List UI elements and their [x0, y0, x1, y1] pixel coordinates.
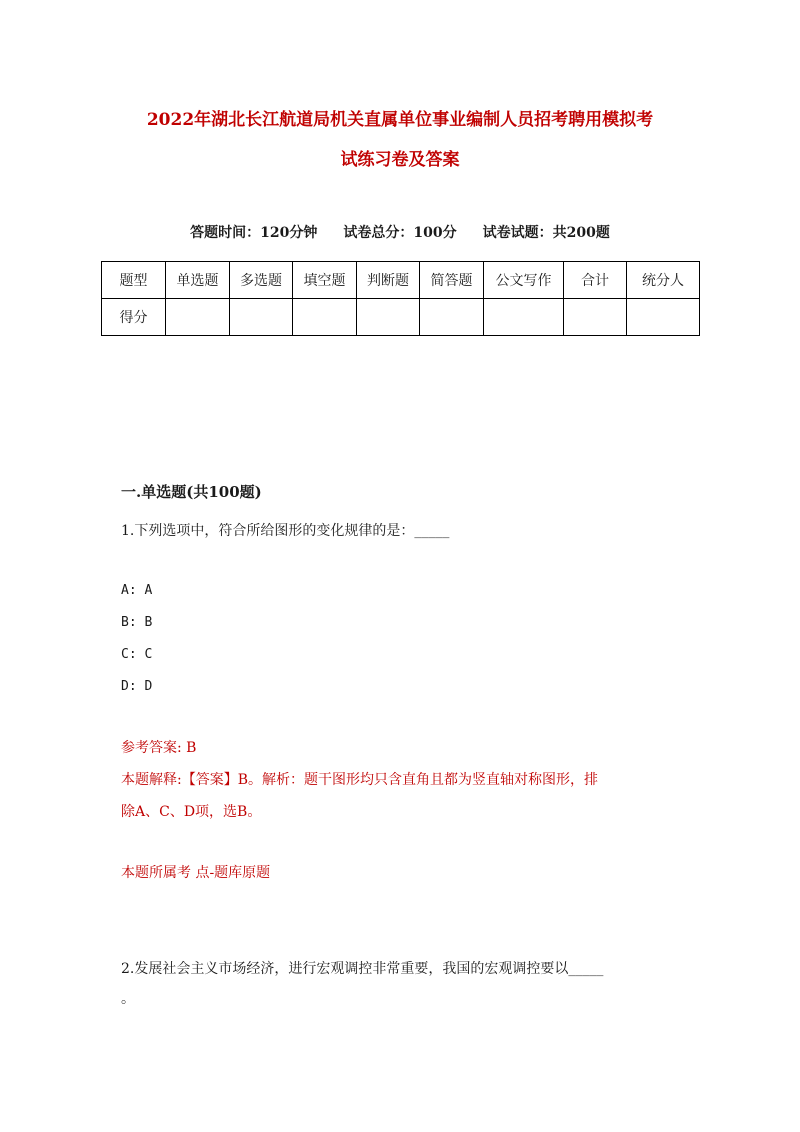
exam-question-count: 试卷试题：共200题 — [482, 225, 610, 241]
score-cell — [484, 299, 564, 336]
score-table-header-row — [102, 262, 700, 299]
score-table — [101, 261, 700, 336]
question-1-answer: 参考答案: B — [121, 740, 197, 756]
score-row-label: 得分 — [102, 299, 166, 336]
question-2-stem-line-1: 2.发展社会主义市场经济，进行宏观调控非常重要，我国的宏观调控要以_____ — [121, 961, 604, 977]
exam-info — [100, 222, 700, 244]
question-1-stem: 1.下列选项中，符合所给图形的变化规律的是：_____ — [121, 523, 450, 539]
question-1-option-b: B: B — [121, 615, 153, 630]
header-cell-official-writing: 公文写作 — [484, 262, 564, 299]
question-1-source: 本题所属考 点-题库原题 — [121, 865, 271, 881]
question-1-option-a: A: A — [121, 583, 153, 598]
question-1-option-d: D: D — [121, 679, 153, 694]
question-1-explanation-line-1: 本题解释:【答案】B。解析：题干图形均只含直角且都为竖直轴对称图形，排 — [121, 772, 599, 788]
section-heading-single-choice: 一.单选题(共100题) — [121, 483, 262, 501]
question-1-explanation-line-2: 除A、C、D项，选B。 — [121, 804, 262, 820]
exam-total-score: 试卷总分：100分 — [343, 225, 457, 241]
score-cell — [166, 299, 230, 336]
header-cell-type: 题型 — [102, 262, 166, 299]
document-title-line-1: 2022年湖北长江航道局机关直属单位事业编制人员招考聘用模拟考 — [146, 110, 654, 130]
header-cell-true-false: 判断题 — [357, 262, 420, 299]
header-cell-total: 合计 — [564, 262, 627, 299]
document-title-line-2: 试练习卷及答案 — [340, 150, 460, 170]
score-cell — [230, 299, 293, 336]
header-cell-multiple-choice: 多选题 — [230, 262, 293, 299]
question-2-stem-line-2: 。 — [121, 991, 135, 1007]
score-cell — [627, 299, 700, 336]
question-1-option-c: C: C — [121, 647, 153, 662]
header-cell-fill-blank: 填空题 — [293, 262, 357, 299]
exam-time: 答题时间：120分钟 — [190, 225, 318, 241]
header-cell-scorer: 统分人 — [627, 262, 700, 299]
score-table-score-row — [102, 299, 700, 336]
score-cell — [420, 299, 484, 336]
score-cell — [564, 299, 627, 336]
header-cell-single-choice: 单选题 — [166, 262, 230, 299]
score-cell — [357, 299, 420, 336]
header-cell-short-answer: 简答题 — [420, 262, 484, 299]
score-cell — [293, 299, 357, 336]
